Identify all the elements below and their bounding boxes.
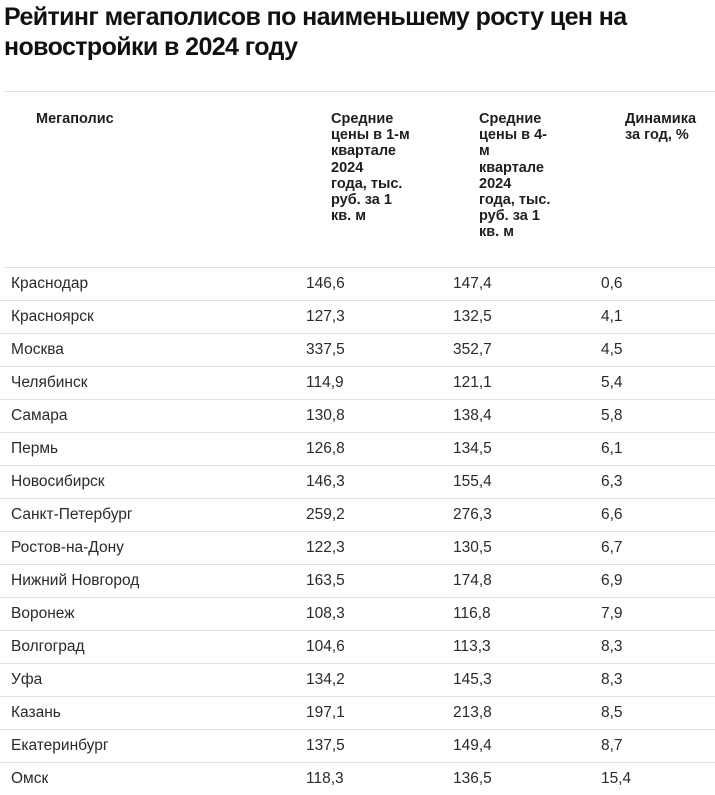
q1-price-cell: 122,3 bbox=[306, 539, 345, 556]
q1-price-cell: 126,8 bbox=[306, 440, 345, 457]
city-cell: Волгоград bbox=[11, 638, 85, 655]
q1-price-cell: 146,3 bbox=[306, 473, 345, 490]
q4-price-cell: 136,5 bbox=[453, 770, 492, 787]
table-row bbox=[0, 400, 715, 433]
header-top-divider bbox=[4, 91, 715, 92]
change-cell: 0,6 bbox=[601, 275, 623, 292]
q1-price-cell: 104,6 bbox=[306, 638, 345, 655]
header-line: года, тыс. bbox=[479, 192, 551, 209]
q1-price-cell: 108,3 bbox=[306, 605, 345, 622]
q4-price-cell: 213,8 bbox=[453, 704, 492, 721]
city-cell: Воронеж bbox=[11, 605, 75, 622]
change-cell: 8,5 bbox=[601, 704, 623, 721]
page-title: Рейтинг мегаполисов по наименьшему росту цен на новостройки в 2024 году bbox=[4, 3, 627, 61]
city-cell: Краснодар bbox=[11, 275, 89, 292]
change-cell: 4,1 bbox=[601, 308, 623, 325]
q1-price-cell: 197,1 bbox=[306, 704, 345, 721]
table-row bbox=[0, 499, 715, 532]
change-cell: 5,4 bbox=[601, 374, 623, 391]
change-cell: 15,4 bbox=[601, 770, 632, 787]
change-cell: 8,3 bbox=[601, 638, 623, 655]
q4-price-cell: 174,8 bbox=[453, 572, 492, 589]
q1-price-cell: 130,8 bbox=[306, 407, 345, 424]
header-line: цены в 4- bbox=[479, 127, 547, 144]
header-line: кв. м bbox=[331, 208, 366, 225]
header-city bbox=[36, 111, 114, 127]
change-cell: 5,8 bbox=[601, 407, 623, 424]
header-line: м bbox=[479, 143, 490, 160]
header-line: 2024 bbox=[331, 159, 364, 176]
table-header bbox=[0, 93, 715, 267]
q4-price-cell: 121,1 bbox=[453, 374, 492, 391]
q1-price-cell: 337,5 bbox=[306, 341, 345, 358]
city-cell: Новосибирск bbox=[11, 473, 105, 490]
city-cell: Москва bbox=[11, 341, 64, 358]
header-line: руб. за 1 bbox=[331, 192, 392, 209]
header-q1-price bbox=[331, 111, 410, 224]
header-line: квартале bbox=[331, 143, 396, 160]
city-cell: Красноярск bbox=[11, 308, 94, 325]
q1-price-cell: 118,3 bbox=[306, 770, 344, 787]
q1-price-cell: 163,5 bbox=[306, 572, 345, 589]
header-line: Средние bbox=[479, 111, 542, 127]
city-cell: Челябинск bbox=[11, 374, 88, 391]
header-line: 2024 bbox=[479, 175, 512, 192]
table-row bbox=[0, 268, 715, 301]
city-cell: Пермь bbox=[11, 440, 59, 457]
header-change bbox=[625, 111, 696, 143]
change-cell: 6,7 bbox=[601, 539, 623, 556]
header-line: цены в 1-м bbox=[331, 127, 410, 144]
q1-price-cell: 146,6 bbox=[306, 275, 345, 292]
change-cell: 6,1 bbox=[601, 440, 623, 457]
header-line: кв. м bbox=[479, 224, 514, 241]
city-cell: Омск bbox=[11, 770, 49, 787]
city-cell: Екатеринбург bbox=[11, 737, 109, 754]
table-row bbox=[0, 466, 715, 499]
table-row bbox=[0, 433, 715, 466]
q4-price-cell: 276,3 bbox=[453, 506, 492, 523]
header-line: Динамика bbox=[625, 111, 697, 127]
change-cell: 8,7 bbox=[601, 737, 623, 754]
table-row bbox=[0, 763, 715, 795]
city-cell: Казань bbox=[11, 704, 61, 721]
q1-price-cell: 134,2 bbox=[306, 671, 345, 688]
city-cell: Нижний Новгород bbox=[11, 572, 140, 589]
table-row bbox=[0, 565, 715, 598]
header-line: за год, % bbox=[625, 127, 689, 144]
q1-price-cell: 127,3 bbox=[306, 308, 345, 325]
city-cell: Ростов-на-Дону bbox=[11, 539, 124, 556]
q4-price-cell: 155,4 bbox=[453, 473, 492, 490]
q4-price-cell: 149,4 bbox=[453, 737, 492, 754]
q4-price-cell: 116,8 bbox=[453, 605, 491, 622]
q4-price-cell: 130,5 bbox=[453, 539, 492, 556]
table-row bbox=[0, 598, 715, 631]
table-row bbox=[0, 367, 715, 400]
q4-price-cell: 147,4 bbox=[453, 275, 492, 292]
q4-price-cell: 138,4 bbox=[453, 407, 492, 424]
city-cell: Уфа bbox=[11, 671, 43, 688]
q1-price-cell: 259,2 bbox=[306, 506, 345, 523]
change-cell: 7,9 bbox=[601, 605, 623, 622]
table-row bbox=[0, 301, 715, 334]
q4-price-cell: 145,3 bbox=[453, 671, 492, 688]
q4-price-cell: 132,5 bbox=[453, 308, 492, 325]
table-row bbox=[0, 730, 715, 763]
q1-price-cell: 137,5 bbox=[306, 737, 345, 754]
table-row bbox=[0, 664, 715, 697]
header-line: квартале bbox=[479, 159, 544, 176]
header-line: Средние bbox=[331, 111, 394, 127]
table-row bbox=[0, 532, 715, 565]
change-cell: 6,9 bbox=[601, 572, 623, 589]
change-cell: 4,5 bbox=[601, 341, 623, 358]
city-cell: Санкт-Петербург bbox=[11, 506, 133, 523]
change-cell: 8,3 bbox=[601, 671, 623, 688]
q4-price-cell: 352,7 bbox=[453, 341, 492, 358]
header-q4-price bbox=[479, 111, 550, 241]
table-row bbox=[0, 631, 715, 664]
q1-price-cell: 114,9 bbox=[306, 374, 344, 391]
q4-price-cell: 134,5 bbox=[453, 440, 492, 457]
city-cell: Самара bbox=[11, 407, 68, 424]
header-line: Мегаполис bbox=[36, 111, 114, 127]
table-body bbox=[0, 268, 715, 795]
table-row bbox=[0, 334, 715, 367]
change-cell: 6,6 bbox=[601, 506, 623, 523]
header-line: года, тыс. bbox=[331, 175, 403, 192]
q4-price-cell: 113,3 bbox=[453, 638, 491, 655]
table-row bbox=[0, 697, 715, 730]
header-line: руб. за 1 bbox=[479, 208, 540, 225]
change-cell: 6,3 bbox=[601, 473, 623, 490]
